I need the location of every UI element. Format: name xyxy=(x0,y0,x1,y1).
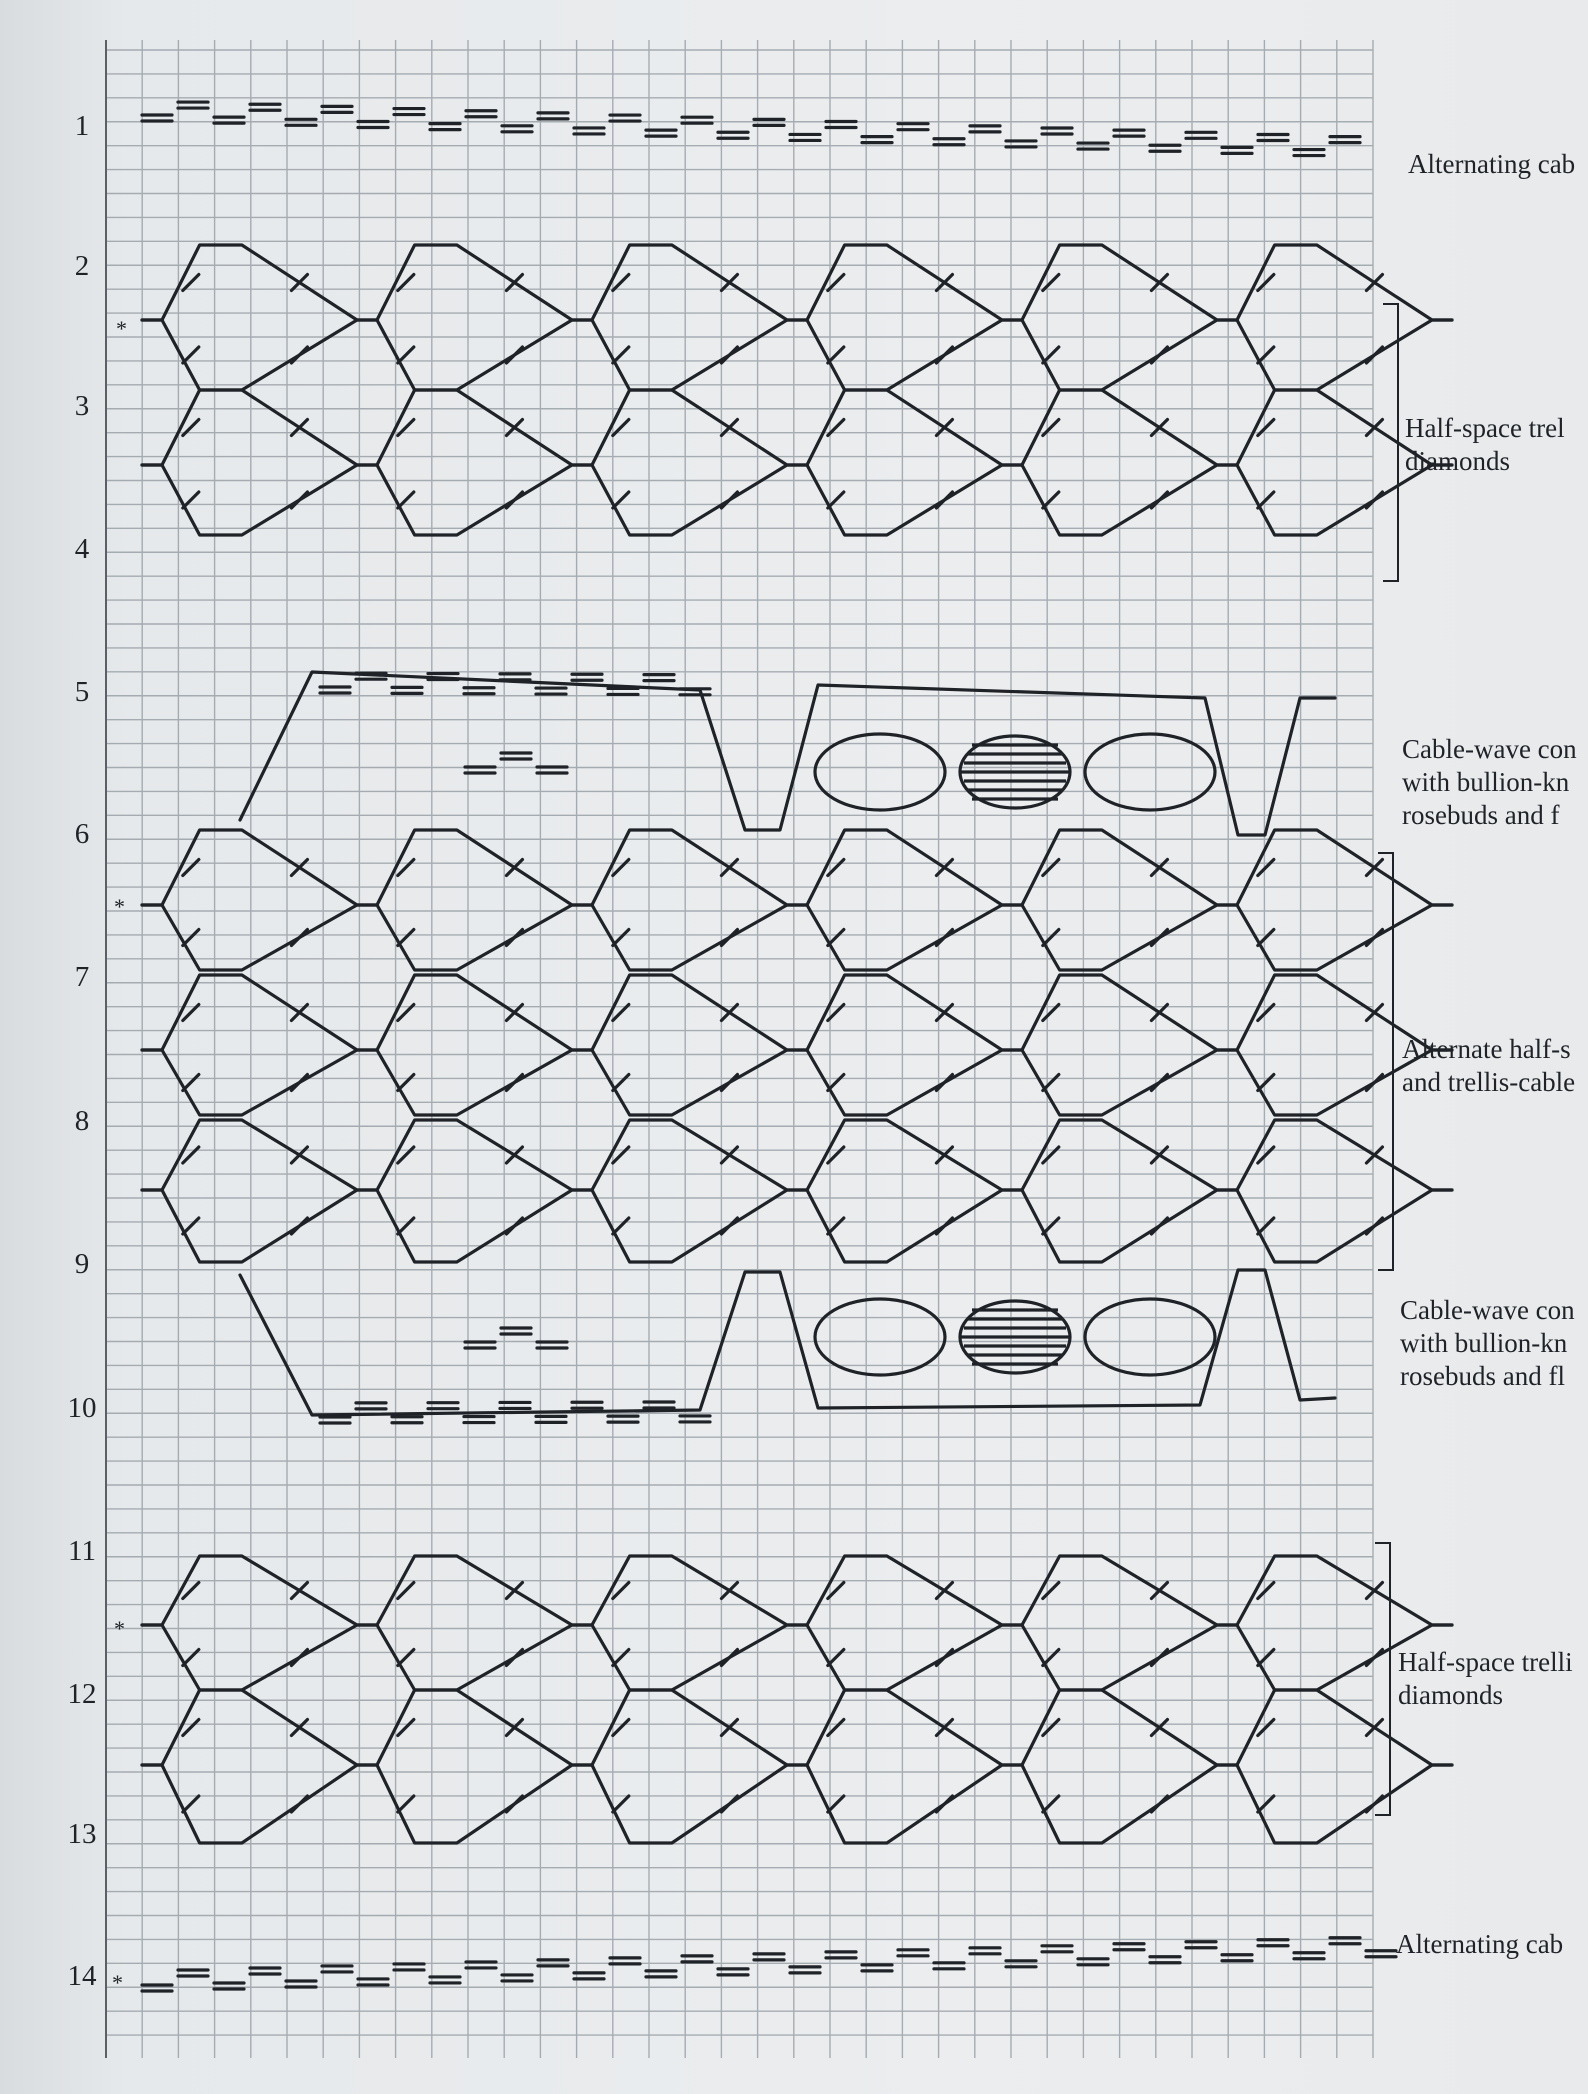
label-line: Alternate half-s xyxy=(1402,1034,1571,1064)
label-line: Alternating cab xyxy=(1396,1929,1564,1959)
start-marker: * xyxy=(116,316,127,341)
label-line: rosebuds and f xyxy=(1402,800,1560,830)
trellis-upper-line xyxy=(142,975,1452,1050)
trellis-upper-line xyxy=(142,1556,1452,1625)
label-line: rosebuds and fl xyxy=(1400,1361,1565,1391)
row-number-5: 5 xyxy=(74,676,90,708)
flower-leaf xyxy=(1085,734,1215,810)
label-alternating-cable-bottom xyxy=(1396,1928,1588,1961)
trellis-upper-line xyxy=(142,390,1452,465)
bracket-half-space-top xyxy=(1383,303,1399,582)
trellis-lower-line xyxy=(142,1050,1452,1115)
trellis-lower-line xyxy=(142,905,1452,970)
row-number-6: 6 xyxy=(74,818,90,850)
flower-leaf xyxy=(815,1299,945,1375)
cable-wave-line xyxy=(240,1270,1335,1415)
row-number-9: 9 xyxy=(74,1248,90,1280)
rosebud-motif-bottom xyxy=(815,1299,1215,1375)
label-line: and trellis-cable xyxy=(1402,1067,1576,1097)
row-number-4: 4 xyxy=(74,533,90,565)
label-line: with bullion-kn xyxy=(1400,1328,1568,1358)
row-number-1: 1 xyxy=(74,110,90,142)
trellis-upper-line xyxy=(142,1120,1452,1190)
row-number-7: 7 xyxy=(74,961,90,993)
label-line: Alternating cab xyxy=(1408,149,1576,179)
row-number-8: 8 xyxy=(74,1105,90,1137)
row-number-10: 10 xyxy=(67,1392,97,1424)
trellis-lower-line xyxy=(142,1765,1452,1843)
trellis-lower-line xyxy=(142,320,1452,390)
start-marker: * xyxy=(114,1616,125,1641)
rosebud-motif-top xyxy=(815,734,1215,810)
graph-grid xyxy=(106,40,1373,2058)
label-line: Cable-wave con xyxy=(1402,734,1577,764)
bracket-half-space-bottom xyxy=(1375,1542,1391,1816)
start-marker: * xyxy=(112,1970,123,1995)
label-half-space-trellis-top xyxy=(1405,412,1588,478)
trellis-upper-line xyxy=(142,1690,1452,1765)
trellis-upper-line xyxy=(142,245,1452,320)
label-cable-wave-bottom xyxy=(1400,1294,1588,1393)
label-alternating-cable-top xyxy=(1408,148,1588,181)
flower-leaf xyxy=(815,734,945,810)
trellis-upper-line xyxy=(142,830,1452,905)
label-line: Half-space trel xyxy=(1405,413,1565,443)
label-line: with bullion-kn xyxy=(1402,767,1570,797)
label-cable-wave-top xyxy=(1402,733,1588,832)
label-alternate-half-space xyxy=(1402,1033,1588,1099)
row-number-2: 2 xyxy=(74,250,90,282)
row-number-13: 13 xyxy=(67,1818,97,1850)
row-number-3: 3 xyxy=(74,390,90,422)
flower-leaf xyxy=(1085,1299,1215,1375)
row-number-11: 11 xyxy=(68,1535,96,1567)
label-line: diamonds xyxy=(1405,446,1510,476)
trellis-lower-line xyxy=(142,1190,1452,1262)
trellis-lower-line xyxy=(142,1625,1452,1690)
bracket-alternate-half-space xyxy=(1378,852,1394,1271)
row-number-12: 12 xyxy=(67,1678,97,1710)
start-marker: * xyxy=(114,894,125,919)
label-line: diamonds xyxy=(1398,1680,1503,1710)
trellis-lower-line xyxy=(142,465,1452,535)
row-number-14: 14 xyxy=(67,1960,97,1992)
label-line: Cable-wave con xyxy=(1400,1295,1575,1325)
label-line: Half-space trelli xyxy=(1398,1647,1573,1677)
label-half-space-trellis-bottom xyxy=(1398,1646,1588,1712)
